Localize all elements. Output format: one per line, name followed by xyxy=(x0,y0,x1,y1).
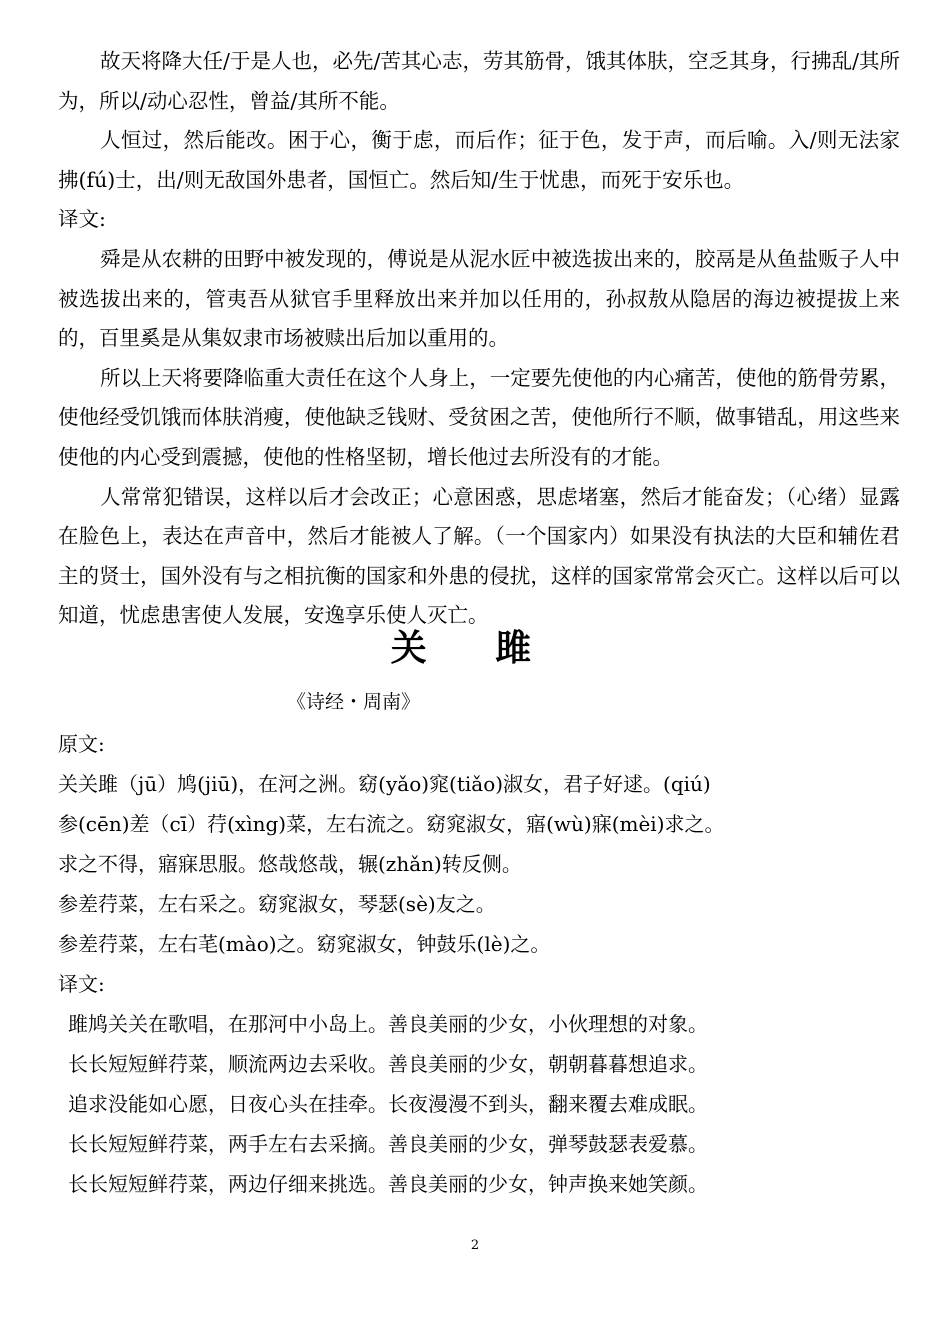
poem-translation-line: 雎鸠关关在歌唱，在那河中小岛上。善良美丽的少女，小伙理想的对象。 xyxy=(68,1012,708,1036)
poem-title: 关 雎 xyxy=(390,627,560,669)
guanju-section xyxy=(58,724,900,1204)
poem-translation-line: 长长短短鲜荇菜，两手左右去采摘。善良美丽的少女，弹琴鼓瑟表爱慕。 xyxy=(68,1132,708,1156)
poem-translation-line: 追求没能如心愿，日夜心头在挂牵。长夜漫漫不到头，翻来覆去难成眠。 xyxy=(68,1092,708,1116)
poem-translation-line: 长长短短鲜荇菜，两边仔细来挑选。善良美丽的少女，钟声换来她笑颜。 xyxy=(68,1172,708,1196)
original-label: 原文: xyxy=(58,732,105,756)
translation-paragraph-2: 所以上天将要降临重大责任在这个人身上，一定要先使他的内心痛苦，使他的筋骨劳累，使他经受饥饿而体肤消瘦，使他缺乏钱财、受贫困之苦，使他所行不顺，做事错乱，用这些来使他的内心受到震撼，使他的性格坚韧，增长他过去所没有的才能。 xyxy=(58,365,900,469)
poem-source: 《诗经・周南》 xyxy=(287,691,421,713)
mencius-paragraph-2: 人恒过，然后能改。困于心，衡于虑，而后作；征于色，发于声，而后喻。入/则无法家拂(fú)士，出/则无敌国外患者，国恒亡。然后知/生于忧患，而死于安乐也。 xyxy=(58,128,900,192)
poem-line: 求之不得，寤寐思服。悠哉悠哉，辗(zhǎn)转反侧。 xyxy=(58,852,522,876)
translation-label: 译文: xyxy=(58,207,106,232)
poem-line: 参差荇菜，左右芼(mào)之。窈窕淑女，钟鼓乐(lè)之。 xyxy=(58,932,551,956)
poem-line: 关关雎（jū）鸠(jiū)，在河之洲。窈(yǎo)窕(tiǎo)淑女，君子好逑。(qiú) xyxy=(58,772,711,796)
mencius-section xyxy=(58,42,900,636)
page-number: 2 xyxy=(470,1238,480,1253)
poem-line: 参(cēn)差（cī）荇(xìng)菜，左右流之。窈窕淑女，寤(wù)寐(mèi)求之。 xyxy=(58,812,725,836)
poem-translation-line: 长长短短鲜荇菜，顺流两边去采收。善良美丽的少女，朝朝暮暮想追求。 xyxy=(68,1052,708,1076)
poem-translation-label: 译文: xyxy=(58,972,105,996)
poem-line: 参差荇菜，左右采之。窈窕淑女，琴瑟(sè)友之。 xyxy=(58,892,496,916)
translation-paragraph-3: 人常常犯错误，这样以后才会改正；心意困惑，思虑堵塞，然后才能奋发；（心绪）显露在脸色上，表达在声音中，然后才能被人了解。（一个国家内）如果没有执法的大臣和辅佐君主的贤士，国外没有与之相抗衡的国家和外患的侵扰，这样的国家常常会灭亡。这样以后可以知道，忧虑患害使人发展，安逸享乐使人灭亡。 xyxy=(58,484,900,628)
translation-paragraph-1: 舜是从农耕的田野中被发现的，傅说是从泥水匠中被选拔出来的，胶鬲是从鱼盐贩子人中被选拔出来的，管夷吾从狱官手里释放出来并加以任用的，孙叔敖从隐居的海边被提拔上来的，百里奚是从集奴隶市场被赎出后加以重用的。 xyxy=(58,246,900,351)
mencius-paragraph-1: 故天将降大任/于是人也，必先/苦其心志，劳其筋骨，饿其体肤，空乏其身，行拂乱/其所为，所以/动心忍性，曾益/其所不能。 xyxy=(58,49,900,113)
